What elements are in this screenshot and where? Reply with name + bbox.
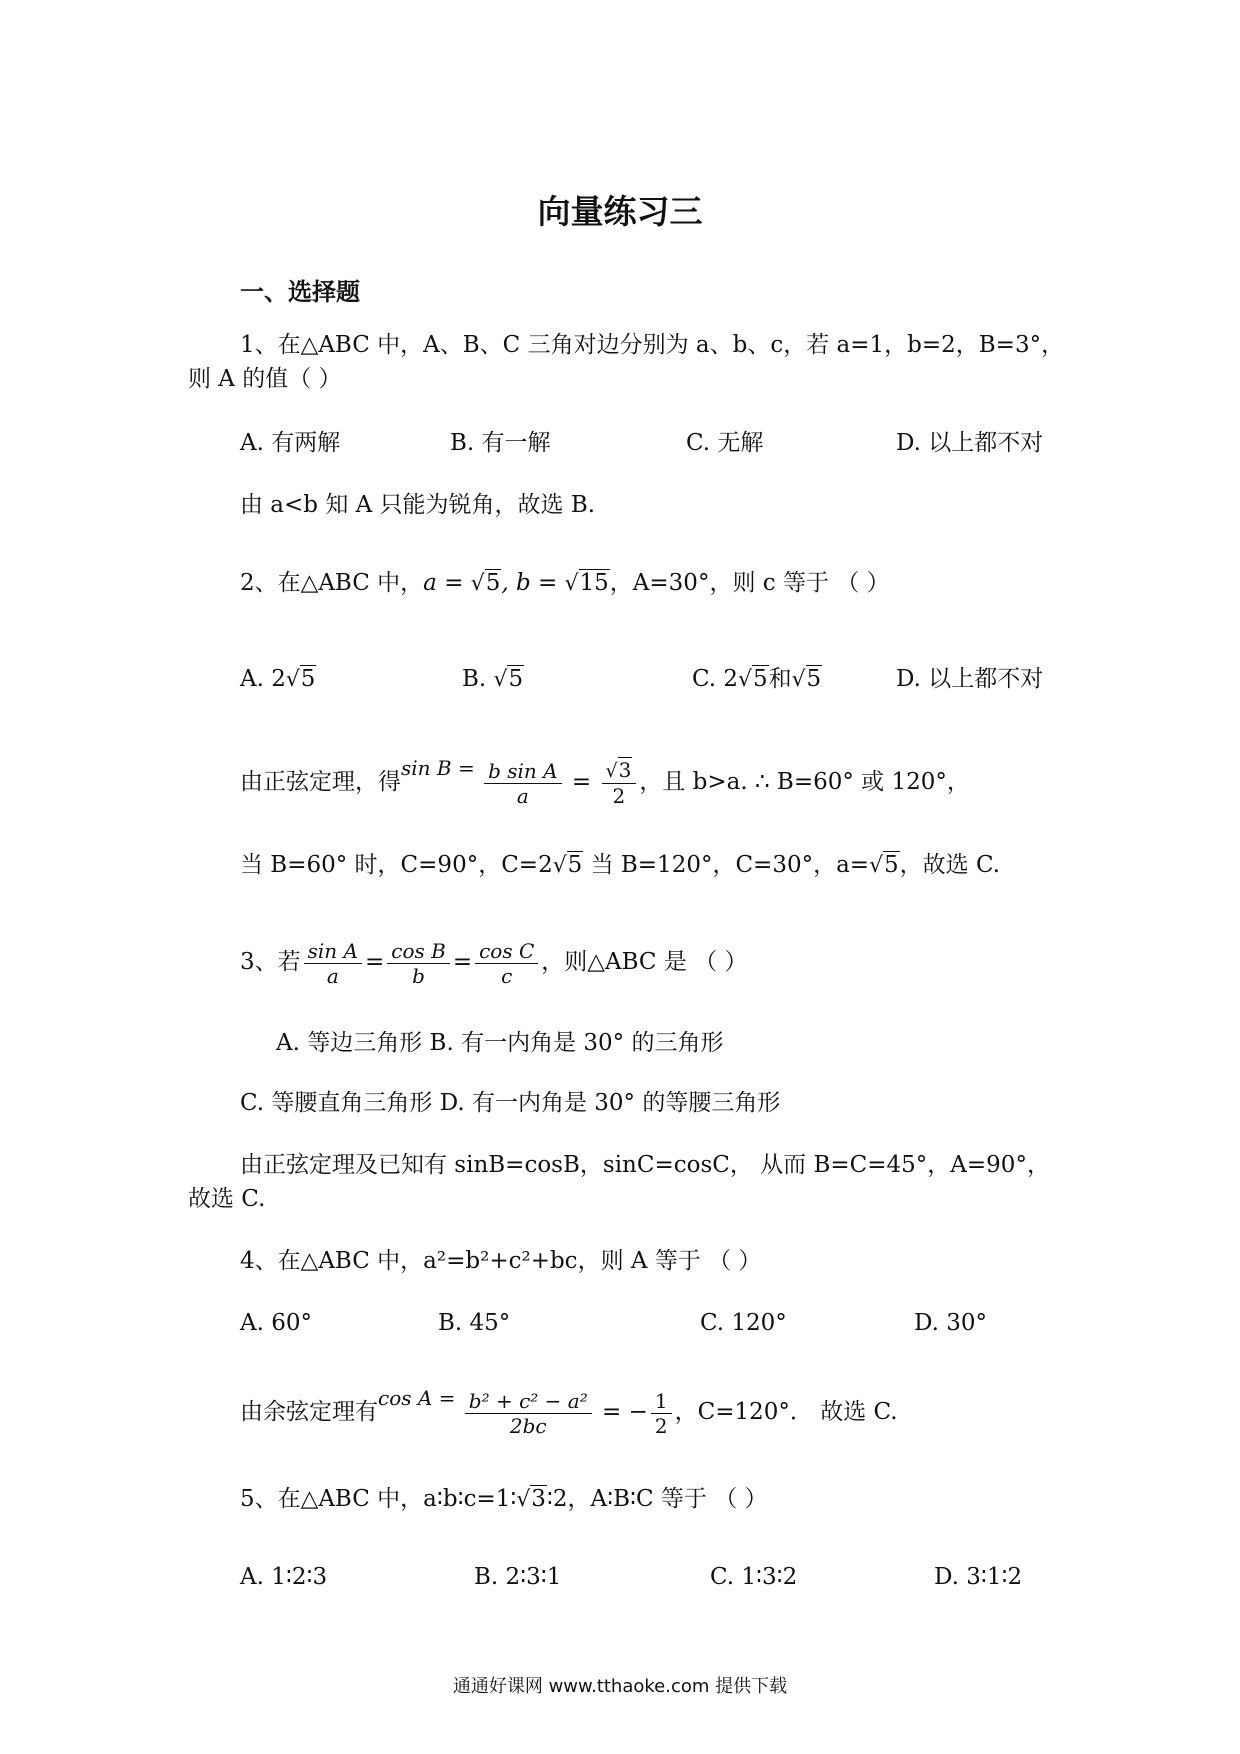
q1-text-line2: 则 A 的值（ ）: [188, 366, 342, 392]
q4-text: 4、在△ABC 中，a²=b²+c²+bc，则 A 等于 （ ）: [240, 1248, 762, 1274]
q2-a-sqrt: √5: [470, 570, 501, 596]
q4-option-a: A. 60°: [240, 1310, 312, 1336]
q1-option-a: A. 有两解: [240, 430, 341, 456]
q4-option-b: B. 45°: [438, 1310, 511, 1336]
q5-text: 5、在△ABC 中，a∶b∶c=1∶√3∶2，A∶B∶C 等于 （ ）: [240, 1484, 768, 1515]
q2-prefix: 2、在△ABC 中，: [240, 570, 424, 596]
q1-option-c: C. 无解: [686, 430, 764, 456]
q5-option-d: D. 3∶1∶2: [934, 1564, 1023, 1590]
q5-option-a: A. 1∶2∶3: [240, 1564, 328, 1590]
q3-text: 3、若 $\frac{\text{sin A}}{a}$ = $\frac{\text{cos B}}{b}$ = $\frac{\text{cos C}}{c}$ ，则△ABC 是 （ ）: [240, 938, 748, 988]
q2-solution-frac2: $\frac{√3}{2}$: [602, 758, 637, 808]
q3-solution-line2: 故选 C.: [188, 1186, 266, 1212]
page-title: 向量练习三: [537, 192, 703, 231]
q2-option-c: C. 2√5和√5: [692, 666, 822, 692]
q5-option-b: B. 2∶3∶1: [474, 1564, 562, 1590]
q2-solution-frac1: $\frac{\text{b sin A}}{a}$: [484, 759, 562, 808]
q2-option-a: A. 2√5: [240, 666, 316, 692]
q2-b-eq: , b =: [501, 570, 565, 596]
q2-option-d: D. 以上都不对: [896, 666, 1044, 692]
q2-text: [240, 568, 890, 599]
q3-frac-sin: $\frac{\text{sin A}}{a}$: [304, 939, 362, 988]
page-footer: 通通好课网 www.tthaoke.com 提供下载: [452, 1676, 788, 1697]
q2-a-eq: a =: [423, 570, 471, 596]
q2-solution-line2: 当 B=60° 时，C=90°，C=2√5 当 B=120°，C=30°，a=√5，故选 C.: [240, 852, 1001, 878]
q2-solution-line1: 由正弦定理，得sin B = $\frac{\text{b sin A}}{a}$ = $\frac{√3}{2}$ ，且 b>a. ∴ B=60° 或 120°，: [240, 756, 970, 808]
q3-frac-cosc: $\frac{\text{cos C}}{c}$: [475, 939, 538, 988]
q4-option-c: C. 120°: [700, 1310, 787, 1336]
q1-solution: 由 a<b 知 A 只能为锐角，故选 B.: [240, 492, 596, 518]
q4-solution: 由余弦定理有cos A = $\frac{\text{b² + c² − a²}}{2bc}$ = − $\frac{1}{2}$ ，C=120°． 故选 C.: [240, 1386, 898, 1438]
q1-option-d: D. 以上都不对: [896, 430, 1044, 456]
q3-options-line2: C. 等腰直角三角形 D. 有一内角是 30° 的等腰三角形: [240, 1090, 781, 1116]
q5-sqrt: √3: [516, 1486, 546, 1512]
q4-solution-frac2: $\frac{1}{2}$: [651, 1389, 672, 1438]
q3-options-line1: A. 等边三角形 B. 有一内角是 30° 的三角形: [276, 1030, 724, 1056]
q4-solution-frac1: $\frac{\text{b² + c² − a²}}{2bc}$: [465, 1389, 592, 1438]
section-heading: 一、选择题: [240, 278, 360, 306]
q1-text-line1: 1、在△ABC 中，A、B、C 三角对边分别为 a、b、c，若 a=1，b=2，B=3°，: [240, 332, 1065, 358]
q2-b-sqrt: √15: [564, 570, 609, 596]
q2-suffix: ，A=30°，则 c 等于 （ ）: [609, 570, 890, 596]
q3-frac-cosb: $\frac{\text{cos B}}{b}$: [387, 939, 450, 988]
q2-option-b: B. √5: [462, 666, 524, 692]
q1-option-b: B. 有一解: [450, 430, 551, 456]
q3-solution-line1: 由正弦定理及已知有 sinB=cosB，sinC=cosC， 从而 B=C=45°，A=90°，: [240, 1152, 1050, 1178]
q4-option-d: D. 30°: [914, 1310, 988, 1336]
q5-option-c: C. 1∶3∶2: [710, 1564, 798, 1590]
